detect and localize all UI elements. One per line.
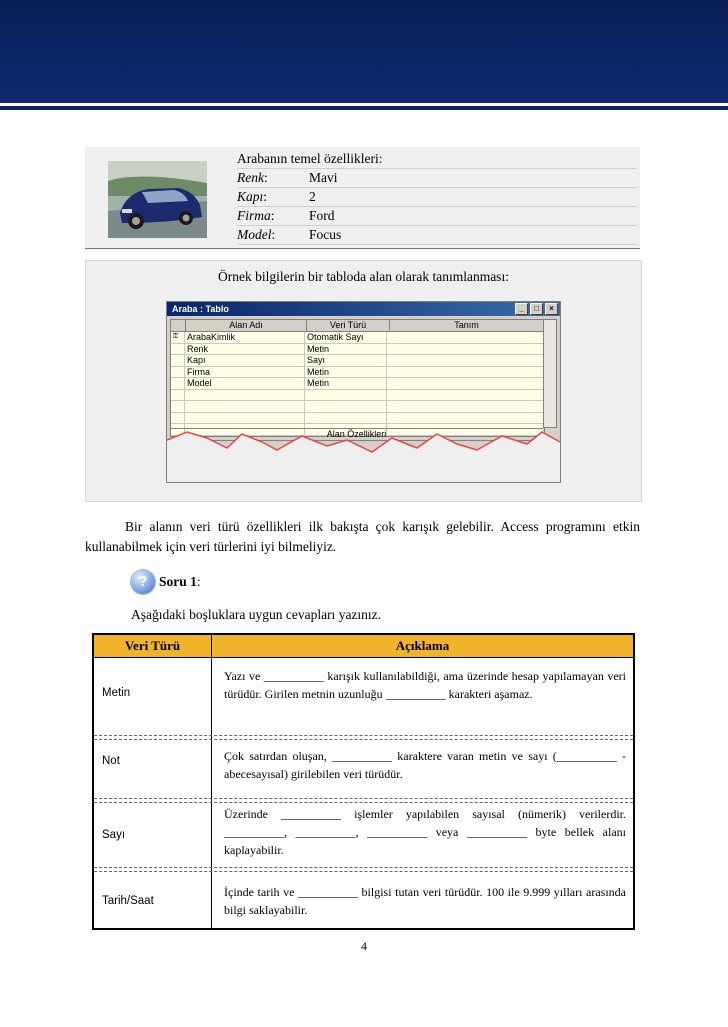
table-row: Metin Yazı ve __________ karışık kullanılabildiği, ama üzerinde hesap yapılamayan veri türüdür. Girilen metnin uzunluğu __________ karakteri aşamaz. <box>102 669 626 701</box>
primary-key-icon: ⚿ <box>171 332 185 343</box>
answer-table-header <box>94 635 633 658</box>
body-paragraph: Bir alanın veri türü özellikleri ilk bakışta çok karışık gelebilir. Access programını etkin kullanabilmek için veri türlerini iyi bilmeliyiz. <box>85 519 640 554</box>
field-properties-label: Alan Özellikleri <box>170 428 543 441</box>
car-info-row: Model: Focus <box>237 226 637 245</box>
column-header: Veri Türü <box>307 320 390 331</box>
car-info-lines <box>237 150 637 245</box>
access-table-window <box>166 301 561 483</box>
table-row[interactable] <box>171 413 544 425</box>
table-row[interactable]: ⚿ ArabaKimlik Otomatik Sayı <box>171 332 544 344</box>
car-info-row: Firma: Ford <box>237 207 637 226</box>
car-info-row: Renk: Mavi <box>237 169 637 188</box>
table-row[interactable]: Kapı Sayı <box>171 355 544 367</box>
table-row[interactable]: Model Metin <box>171 378 544 390</box>
vertical-scrollbar[interactable] <box>543 319 557 428</box>
car-photo <box>108 161 207 238</box>
header-stripe <box>0 106 728 110</box>
table-row[interactable]: Firma Metin <box>171 367 544 379</box>
design-grid <box>170 319 545 437</box>
answer-table <box>92 633 635 930</box>
car-info-row: Kapı: 2 <box>237 188 637 207</box>
question-heading: ? Soru 1 : <box>131 570 201 594</box>
column-header: Tanım <box>390 320 544 331</box>
table-row[interactable] <box>171 401 544 413</box>
table-row: Not Çok satırdan oluşan, __________ karaktere varan metin ve sayı (__________ - abecesayısal) girilebilen veri türüdür. <box>102 749 626 781</box>
table-row[interactable]: Renk Metin <box>171 344 544 356</box>
car-info-heading: Arabanın temel özellikleri: <box>237 150 637 169</box>
column-header: Açıklama <box>395 638 450 653</box>
question-label: Soru 1 <box>159 574 197 589</box>
car-info-box <box>85 147 640 249</box>
maximize-icon[interactable]: □ <box>530 303 543 315</box>
table-example-box <box>85 260 642 502</box>
question-instruction: Aşağıdaki boşluklara uygun cevapları yazınız. <box>131 607 382 622</box>
table-row: Tarih/Saat İçinde tarih ve __________ bilgisi tutan veri türüdür. 100 ile 9.999 yılları arasında bilgi saklayabilir. <box>102 885 626 917</box>
torn-edge <box>167 430 560 482</box>
table-example-caption: Örnek bilgilerin bir tabloda alan olarak tanımlanması: <box>218 269 509 284</box>
header-band <box>0 0 728 103</box>
column-header: Veri Türü <box>94 635 212 657</box>
question-icon: ? <box>131 570 155 594</box>
close-icon[interactable]: × <box>545 303 558 315</box>
window-title-bar <box>167 302 560 316</box>
table-row[interactable] <box>171 390 544 402</box>
grid-header <box>171 320 544 332</box>
window-title: Araba : Tablo <box>172 304 229 314</box>
column-header: Alan Adı <box>186 320 307 331</box>
minimize-icon[interactable]: _ <box>515 303 528 315</box>
table-row: Sayı Üzerinde __________ işlemler yapılabilen sayısal (nümerik) verilerdir. __________, __________, __________ veya __________ byte bellek alanı kaplayabilir. <box>102 807 626 857</box>
page-number: 4 <box>361 939 367 953</box>
